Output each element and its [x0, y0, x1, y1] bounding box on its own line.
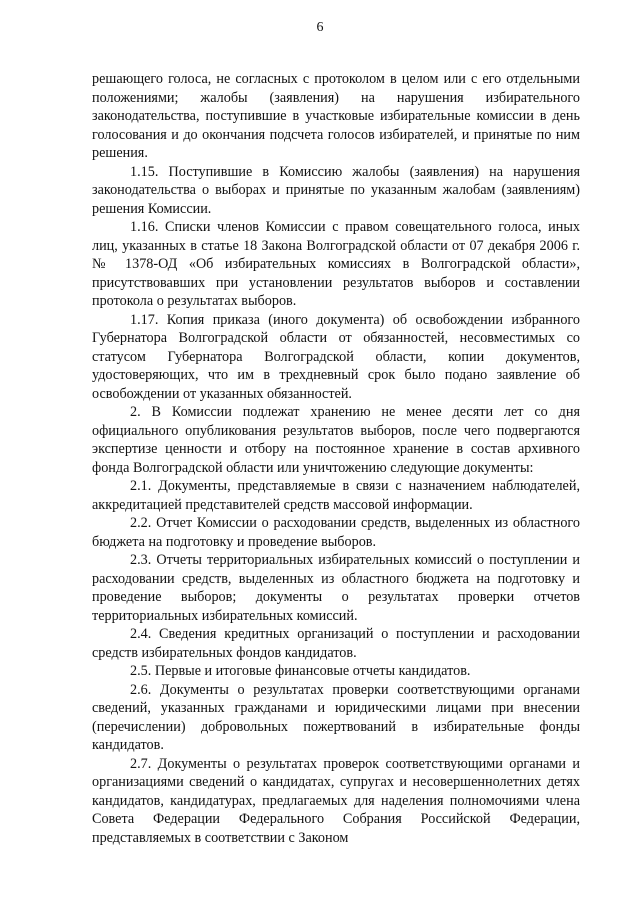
- paragraph-1-15: 1.15. Поступившие в Комиссию жалобы (заявления) на нарушения законодательства о выборах и принятые по указанным жалобам (заявлениям) решения Комиссии.: [92, 163, 580, 217]
- paragraph-1-17: 1.17. Копия приказа (иного документа) об освобождении избранного Губернатора Волгоградской области от обязанностей, несовместимых со статусом Губернатора Волгоградской области, копии документов, удостоверяющих, что им в трехдневный срок было подано заявление об освобождении от указанных обязанностей.: [92, 311, 580, 402]
- paragraph-2-2: 2.2. Отчет Комиссии о расходовании средств, выделенных из областного бюджета на подготовку и проведение выборов.: [92, 515, 580, 550]
- paragraph-2: 2. В Комиссии подлежат хранению не менее десяти лет со дня официального опубликования результатов выборов, после чего подвергаются экспертизе ценности и отбору на постоянное хранение в состав архивного фонда Волгоградской области или уничтожению следующие документы:: [92, 404, 580, 476]
- paragraph-1-16: 1.16. Списки членов Комиссии с правом совещательного голоса, иных лиц, указанных в статье 18 Закона Волгоградской области от 07 декабря 2006 г. № 1378-ОД «Об избирательных комиссиях в Волгоградской области», присутствовавших при установлении результатов выборов и составлении протокола о результатах выборов.: [92, 219, 580, 309]
- paragraph-2-6: 2.6. Документы о результатах проверки соответствующими органами сведений, указанных гражданами и юридическими лицами при внесении (перечислении) добровольных пожертвований в избирательные фонды кандидатов.: [92, 681, 580, 753]
- paragraph-2-3: 2.3. Отчеты территориальных избирательных комиссий о поступлении и расходовании средств, выделенных из областного бюджета на подготовку и проведение выборов; документы о результатах проверки отчетов территориальных избирательных комиссий.: [92, 552, 580, 624]
- paragraph-2-5: 2.5. Первые и итоговые финансовые отчеты кандидатов.: [130, 663, 471, 679]
- paragraph-2-4: 2.4. Сведения кредитных организаций о поступлении и расходовании средств избирательных фондов кандидатов.: [92, 626, 580, 661]
- paragraph-2-7: 2.7. Документы о результатах проверок соответствующими органами и организациями сведений о кандидатах, супругах и несовершеннолетних детях кандидатов, кандидатурах, предлагаемых для наделения полномочиями члена Совета Федерации Федерального Собрания Российской Федерации, представляемых в соответствии с Законом: [92, 755, 580, 846]
- document-body: [92, 70, 580, 847]
- paragraph-continuation: решающего голоса, не согласных с протоколом в целом или с его отдельными положениями; жалобы (заявления) на нарушения избирательного законодательства, поступившие в участковые избирательные комиссии в день голосования и до окончания подсчета голосов избирателей, и принятые по ним решения.: [92, 71, 580, 161]
- paragraph-2-1: 2.1. Документы, представляемые в связи с назначением наблюдателей, аккредитацией представителей средств массовой информации.: [92, 478, 580, 513]
- page-number: 6: [316, 20, 324, 35]
